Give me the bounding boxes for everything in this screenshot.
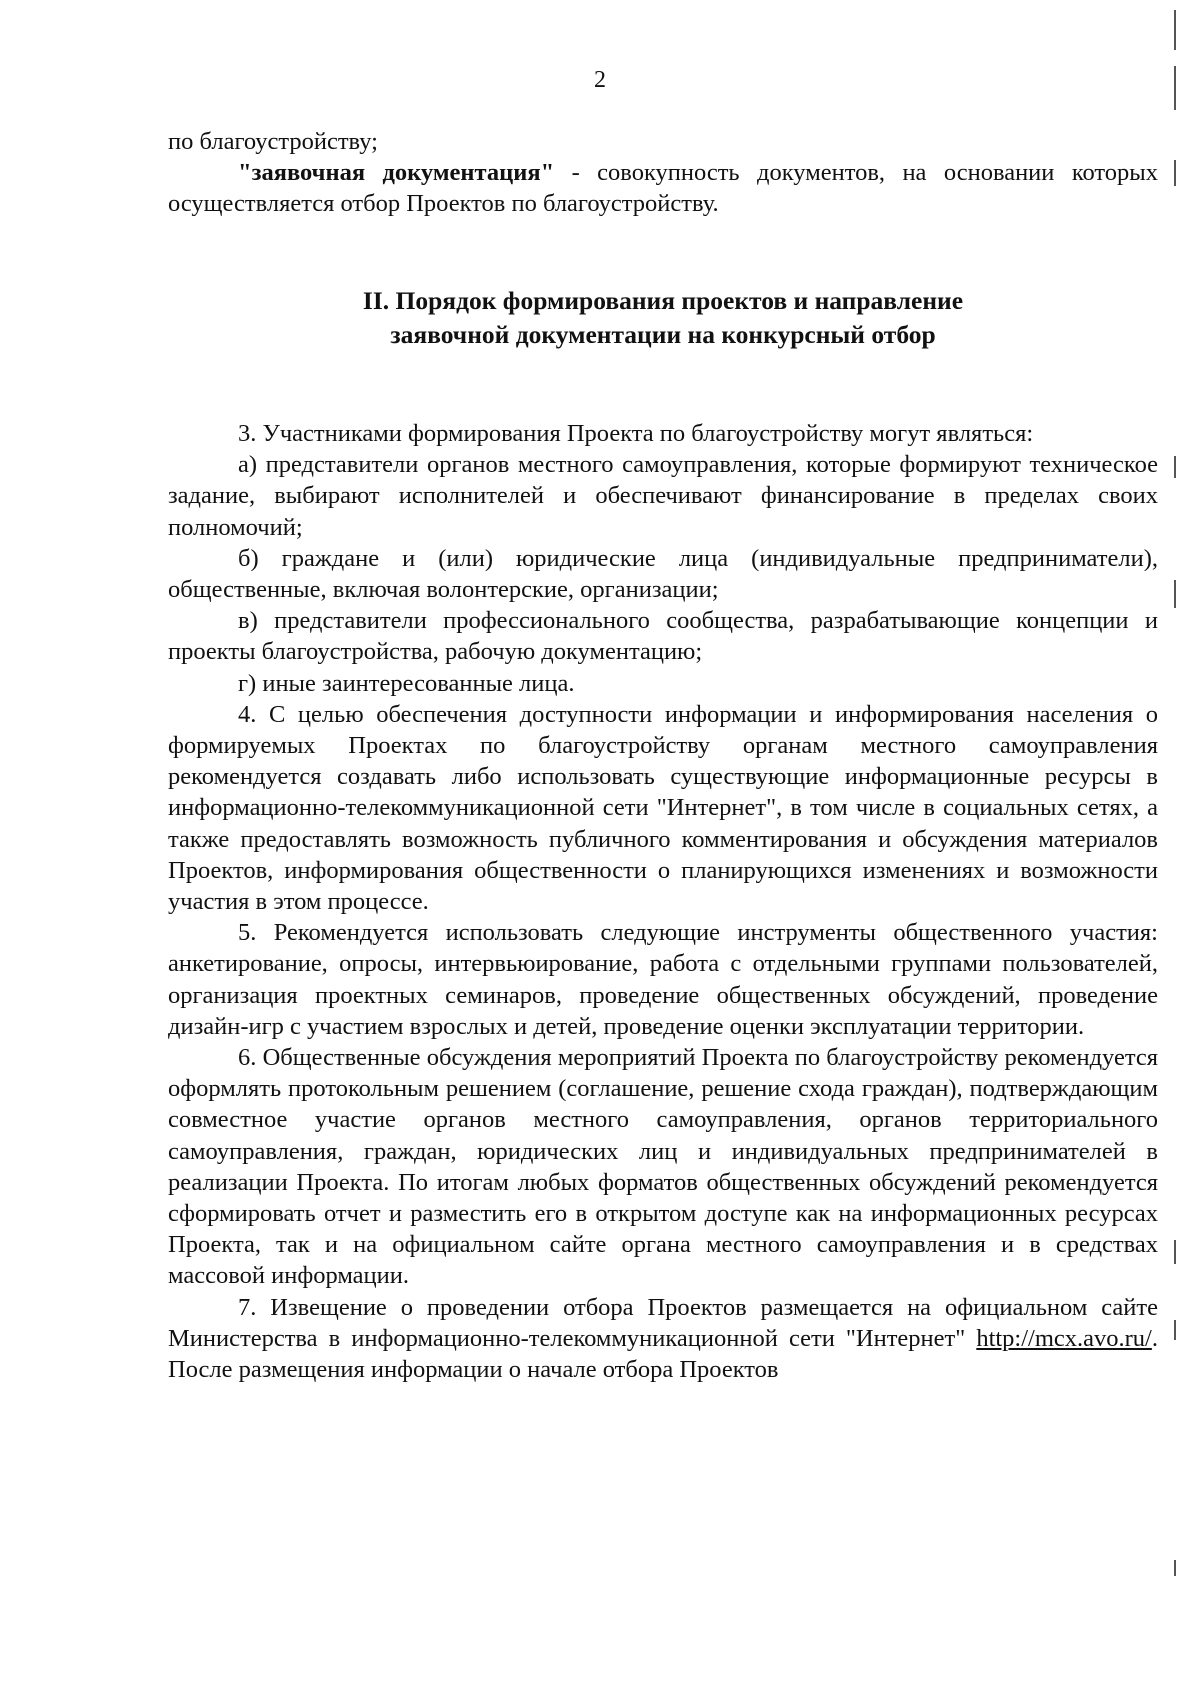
paragraph-3a: а) представители органов местного самоуправления, которые формируют техническое задание, выбирают исполнителей и обеспечивают финансирование в пределах своих полномочий; (168, 451, 1158, 541)
section-heading-line-1: II. Порядок формирования проектов и направление (362, 286, 964, 315)
paragraph-6: 6. Общественные обсуждения мероприятий Проекта по благоустройству рекомендуется оформлять протокольным решением (соглашение, решение схода граждан), подтверждающим совместное участие органов местного самоуправления, органов территориального самоуправления, граждан, юридических лиц и индивидуальных предпринимателей в реализации Проекта. По итогам любых форматов общественных обсуждений рекомендуется сформировать отчет и разместить его в открытом доступе как на информационных ресурсах Проекта, так и на официальном сайте органа местного самоуправления и в средствах массовой информации. (168, 1044, 1158, 1290)
defined-term: "заявочная документация" (238, 159, 555, 187)
scan-artifact (1174, 1560, 1176, 1576)
paragraph-3b: б) граждане и (или) юридические лица (индивидуальные предприниматели), общественные, включая волонтерские, организации; (168, 544, 1158, 604)
page-number: 2 (594, 67, 606, 93)
paragraph-3d: г) иные заинтересованные лица. (238, 669, 575, 697)
intro-section (168, 126, 1158, 220)
section-heading (168, 284, 1158, 352)
paragraph-7-start: 7. Извещение о проведении отбора Проектов размещается на официальном сайте Министерства в информационно-телекоммуникационной сети "Интернет" (168, 1293, 1158, 1352)
term-definition: - совокупность документов, на основании которых осуществляется отбор Проектов по благоустройству. (168, 159, 1158, 218)
scan-artifact (1174, 580, 1176, 608)
paragraph-5: 5. Рекомендуется использовать следующие инструменты общественного участия: анкетирование, опросы, интервьюирование, работа с отдельными группами пользователей, организация проектных семинаров, проведение общественных обсуждений, проведение дизайн-игр с участием взрослых и детей, проведение оценки эксплуатации территории. (168, 919, 1158, 1040)
paragraph-4: 4. С целью обеспечения доступности информации и информирования населения о формируемых Проектах по благоустройству органам местного самоуправления рекомендуется создавать либо использовать существующие информационные ресурсы в информационно-телекоммуникационной сети "Интернет", в том числе в социальных сетях, а также предоставлять возможность публичного комментирования и обсуждения материалов Проектов, информирования общественности о планирующихся изменениях и возможности участия в этом процессе. (168, 700, 1158, 916)
ministry-website-link[interactable]: http://mcx.avo.ru/ (976, 1324, 1152, 1352)
scan-artifact (1174, 160, 1176, 186)
paragraph-7-end: . После размещения информации о начале отбора Проектов (168, 1324, 1158, 1384)
scan-artifact (1174, 1320, 1176, 1340)
intro-line: по благоустройству; (168, 128, 378, 155)
scan-artifact (1174, 10, 1176, 50)
scan-artifact (1174, 456, 1176, 478)
definition-paragraph (168, 157, 1158, 219)
section-body (168, 418, 1158, 1385)
section-heading-line-2: заявочной документации на конкурсный отбор (390, 320, 936, 349)
paragraph-3c: в) представители профессионального сообщества, разрабатывающие концепции и проекты благоустройства, рабочую документацию; (168, 607, 1158, 666)
paragraph-7 (168, 1292, 1158, 1386)
scan-artifact (1174, 1240, 1176, 1264)
paragraph-3: 3. Участниками формирования Проекта по благоустройству могут являться: (238, 420, 1034, 447)
scan-artifact (1174, 66, 1176, 110)
